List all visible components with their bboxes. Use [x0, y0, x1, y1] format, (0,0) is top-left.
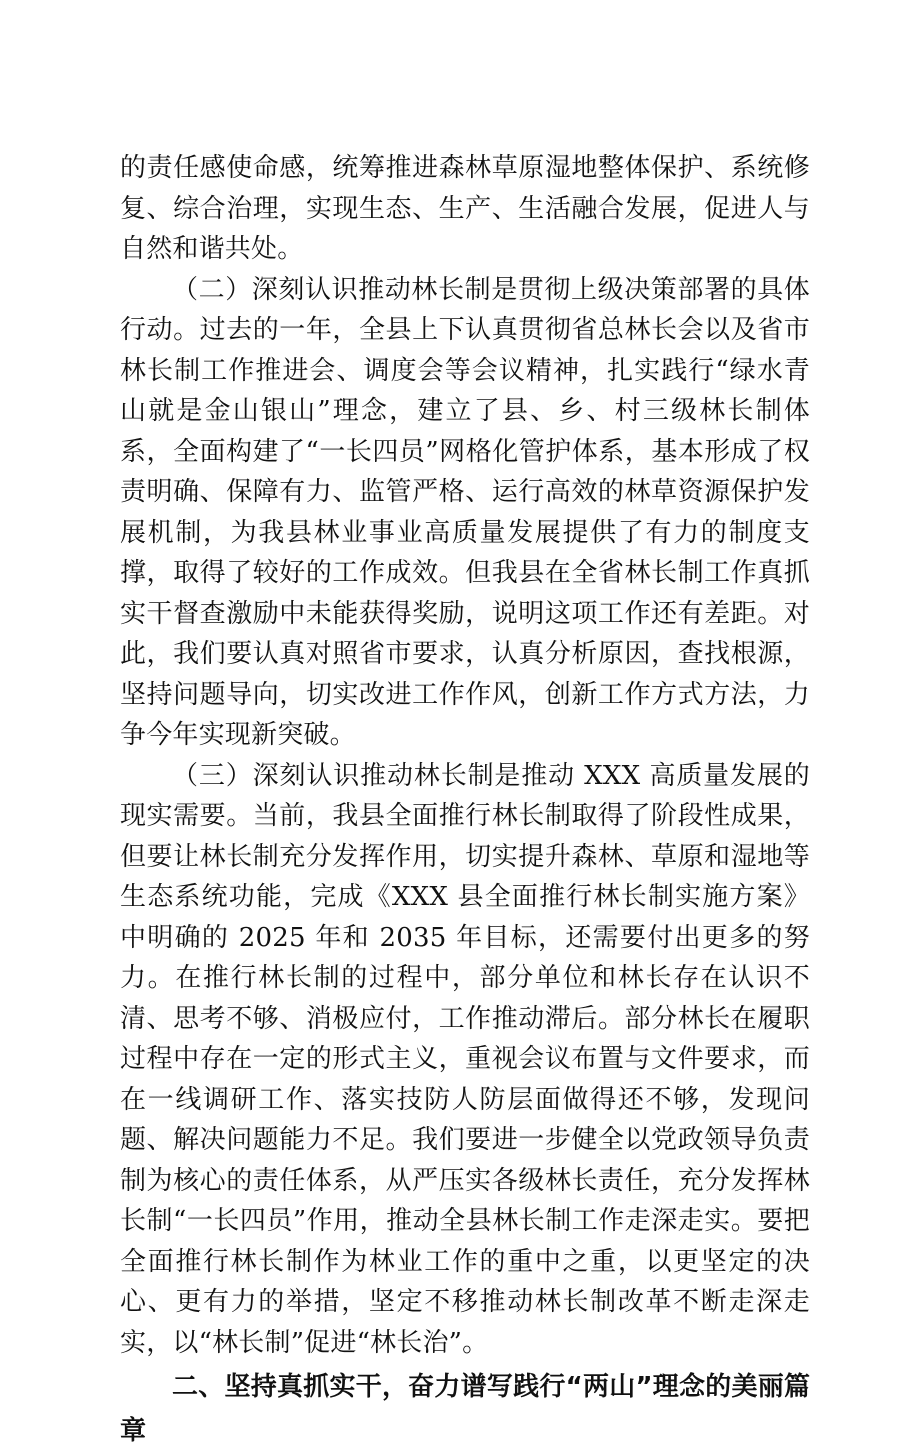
paragraph-section-2: （二）深刻认识推动林长制是贯彻上级决策部署的具体行动。过去的一年，全县上下认真贯彻省总林长会以及省市林长制工作推进会、调度会等会议精神，扎实践行“绿水青山就是金山银山”理念，建立了县、乡、村三级林长制体系，全面构建了“一长四员”网格化管护体系，基本形成了权责明确、保障有力、监管严格、运行高效的林草资源保护发展机制，为我县林业事业高质量发展提供了有力的制度支撑，取得了较好的工作成效。但我县在全省林长制工作真抓实干督查激励中未能获得奖励，说明这项工作还有差距。对此，我们要认真对照省市要求，认真分析原因，查找根源，坚持问题导向，切实改进工作作风，创新工作方式方法，力争今年实现新突破。: [120, 274, 810, 750]
document-body: [120, 148, 810, 1453]
section-heading: 二、坚持真抓实干，奋力谱写践行“两山”理念的美丽篇章: [120, 1372, 810, 1446]
paragraph-section-3: （三）深刻认识推动林长制是推动 XXX 高质量发展的现实需要。当前，我县全面推行林长制取得了阶段性成果，但要让林长制充分发挥作用，切实提升森林、草原和湿地等生态系统功能，完成《XXX 县全面推行林长制实施方案》中明确的 2025 年和 2035 年目标，还需要付出更多的努力。在推行林长制的过程中，部分单位和林长存在认识不清、思考不够、消极应付，工作推动滞后。部分林长在履职过程中存在一定的形式主义，重视会议布置与文件要求，而在一线调研工作、落实技防人防层面做得还不够，发现问题、解决问题能力不足。我们要进一步健全以党政领导负责制为核心的责任体系，从严压实各级林长责任，充分发挥林长制“一长四员”作用，推动全县林长制工作走深走实。要把全面推行林长制作为林业工作的重中之重，以更坚定的决心、更有力的举措，坚定不移推动林长制改革不断走深走实，以“林长制”促进“林长治”。: [120, 760, 810, 1358]
paragraph-continuation: 的责任感使命感，统筹推进森林草原湿地整体保护、系统修复、综合治理，实现生态、生产、生活融合发展，促进人与自然和谐共处。: [120, 153, 810, 264]
